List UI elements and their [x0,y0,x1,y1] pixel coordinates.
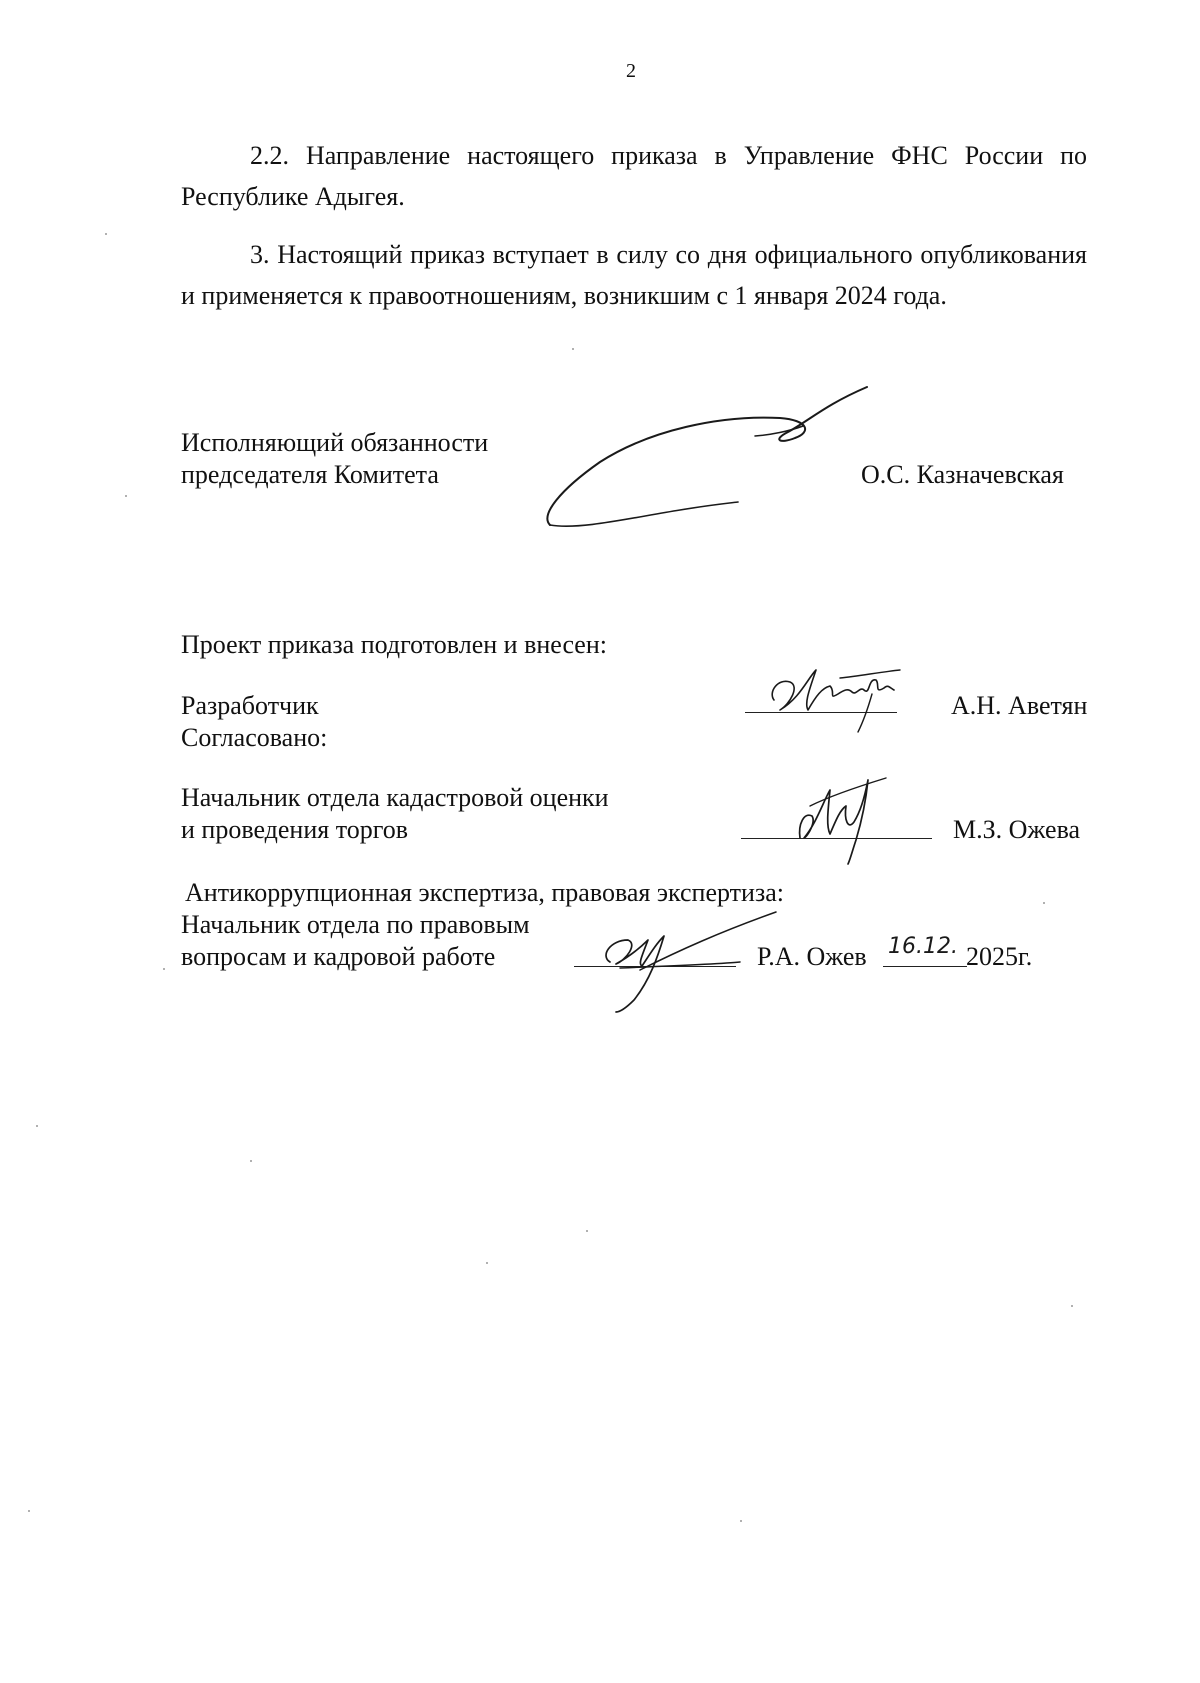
date-underline [883,966,967,967]
signatory-position-line1: Исполняющий обязанности [181,428,489,457]
scan-speck [163,968,165,970]
cadastral-head-name: М.З. Ожева [953,815,1081,844]
legal-head-name: Р.А. Ожев [757,942,867,971]
scan-speck [572,348,574,350]
signatory-position-line2: председателя Комитета [181,460,439,489]
agreed-label: Согласовано: [181,723,328,752]
legal-head-line1: Начальник отдела по правовым [181,910,530,939]
scan-speck [586,1230,588,1232]
prepared-heading: Проект приказа подготовлен и внесен: [181,630,607,659]
developer-signature [760,648,910,738]
cadastral-signature [790,760,900,870]
scan-speck [1043,902,1045,904]
chairman-signature [540,380,880,540]
handwritten-date: 16.12. [888,934,958,959]
paragraph-2-2: 2.2. Направление настоящего приказа в Управление ФНС России по Республике Адыгея. [181,141,1087,211]
scan-speck [36,1125,38,1127]
cadastral-head-line1: Начальник отдела кадастровой оценки [181,783,609,812]
developer-name: А.Н. Аветян [951,691,1088,720]
scan-speck [740,1520,742,1522]
developer-label: Разработчик [181,691,319,720]
signatory-name: О.С. Казначевская [861,460,1064,489]
scan-speck [486,1262,488,1264]
legal-head-line2: вопросам и кадровой работе [181,942,496,971]
scan-speck [105,233,107,235]
page-number: 2 [626,60,636,82]
scan-speck [28,1510,30,1512]
paragraph-3: 3. Настоящий приказ вступает в силу со дня официального опубликования и применяется к правоотношениям, возникшим с 1 января 2024 года. [181,240,1087,310]
legal-signature [580,900,780,1020]
scan-speck [125,495,127,497]
scan-speck [1071,1305,1073,1307]
date-year: 2025г. [966,942,1033,971]
legal-expertise-label: Антикоррупционная экспертиза, правовая экспертиза: [185,878,784,907]
scan-speck [250,1160,252,1162]
cadastral-head-line2: и проведения торгов [181,815,409,844]
